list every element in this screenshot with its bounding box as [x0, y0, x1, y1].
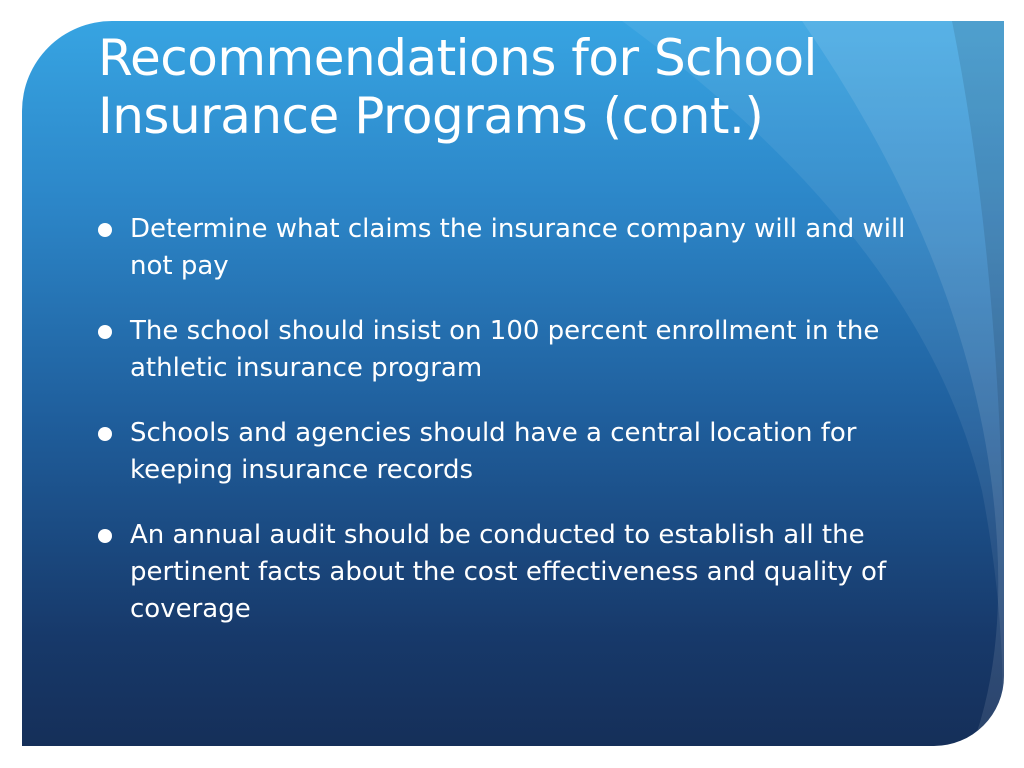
- slide: [22, 21, 1004, 746]
- slide-title: Recommendations for School Insurance Programs (cont.): [98, 29, 817, 145]
- bullet-item: [98, 313, 938, 387]
- bullet-dot-icon: [98, 223, 112, 237]
- bullet-item: [98, 517, 938, 628]
- bullet-text: Schools and agencies should have a central location for keeping insurance records: [130, 418, 857, 485]
- bullet-text: Determine what claims the insurance company will and will not pay: [130, 214, 906, 281]
- bullet-dot-icon: [98, 529, 112, 543]
- bullet-dot-icon: [98, 325, 112, 339]
- bullet-list: [98, 211, 938, 656]
- bullet-text: An annual audit should be conducted to establish all the pertinent facts about the cost effectiveness and quality of coverage: [130, 520, 887, 624]
- bullet-item: [98, 211, 938, 285]
- bullet-dot-icon: [98, 427, 112, 441]
- bullet-item: [98, 415, 938, 489]
- bullet-text: The school should insist on 100 percent enrollment in the athletic insurance program: [130, 316, 880, 383]
